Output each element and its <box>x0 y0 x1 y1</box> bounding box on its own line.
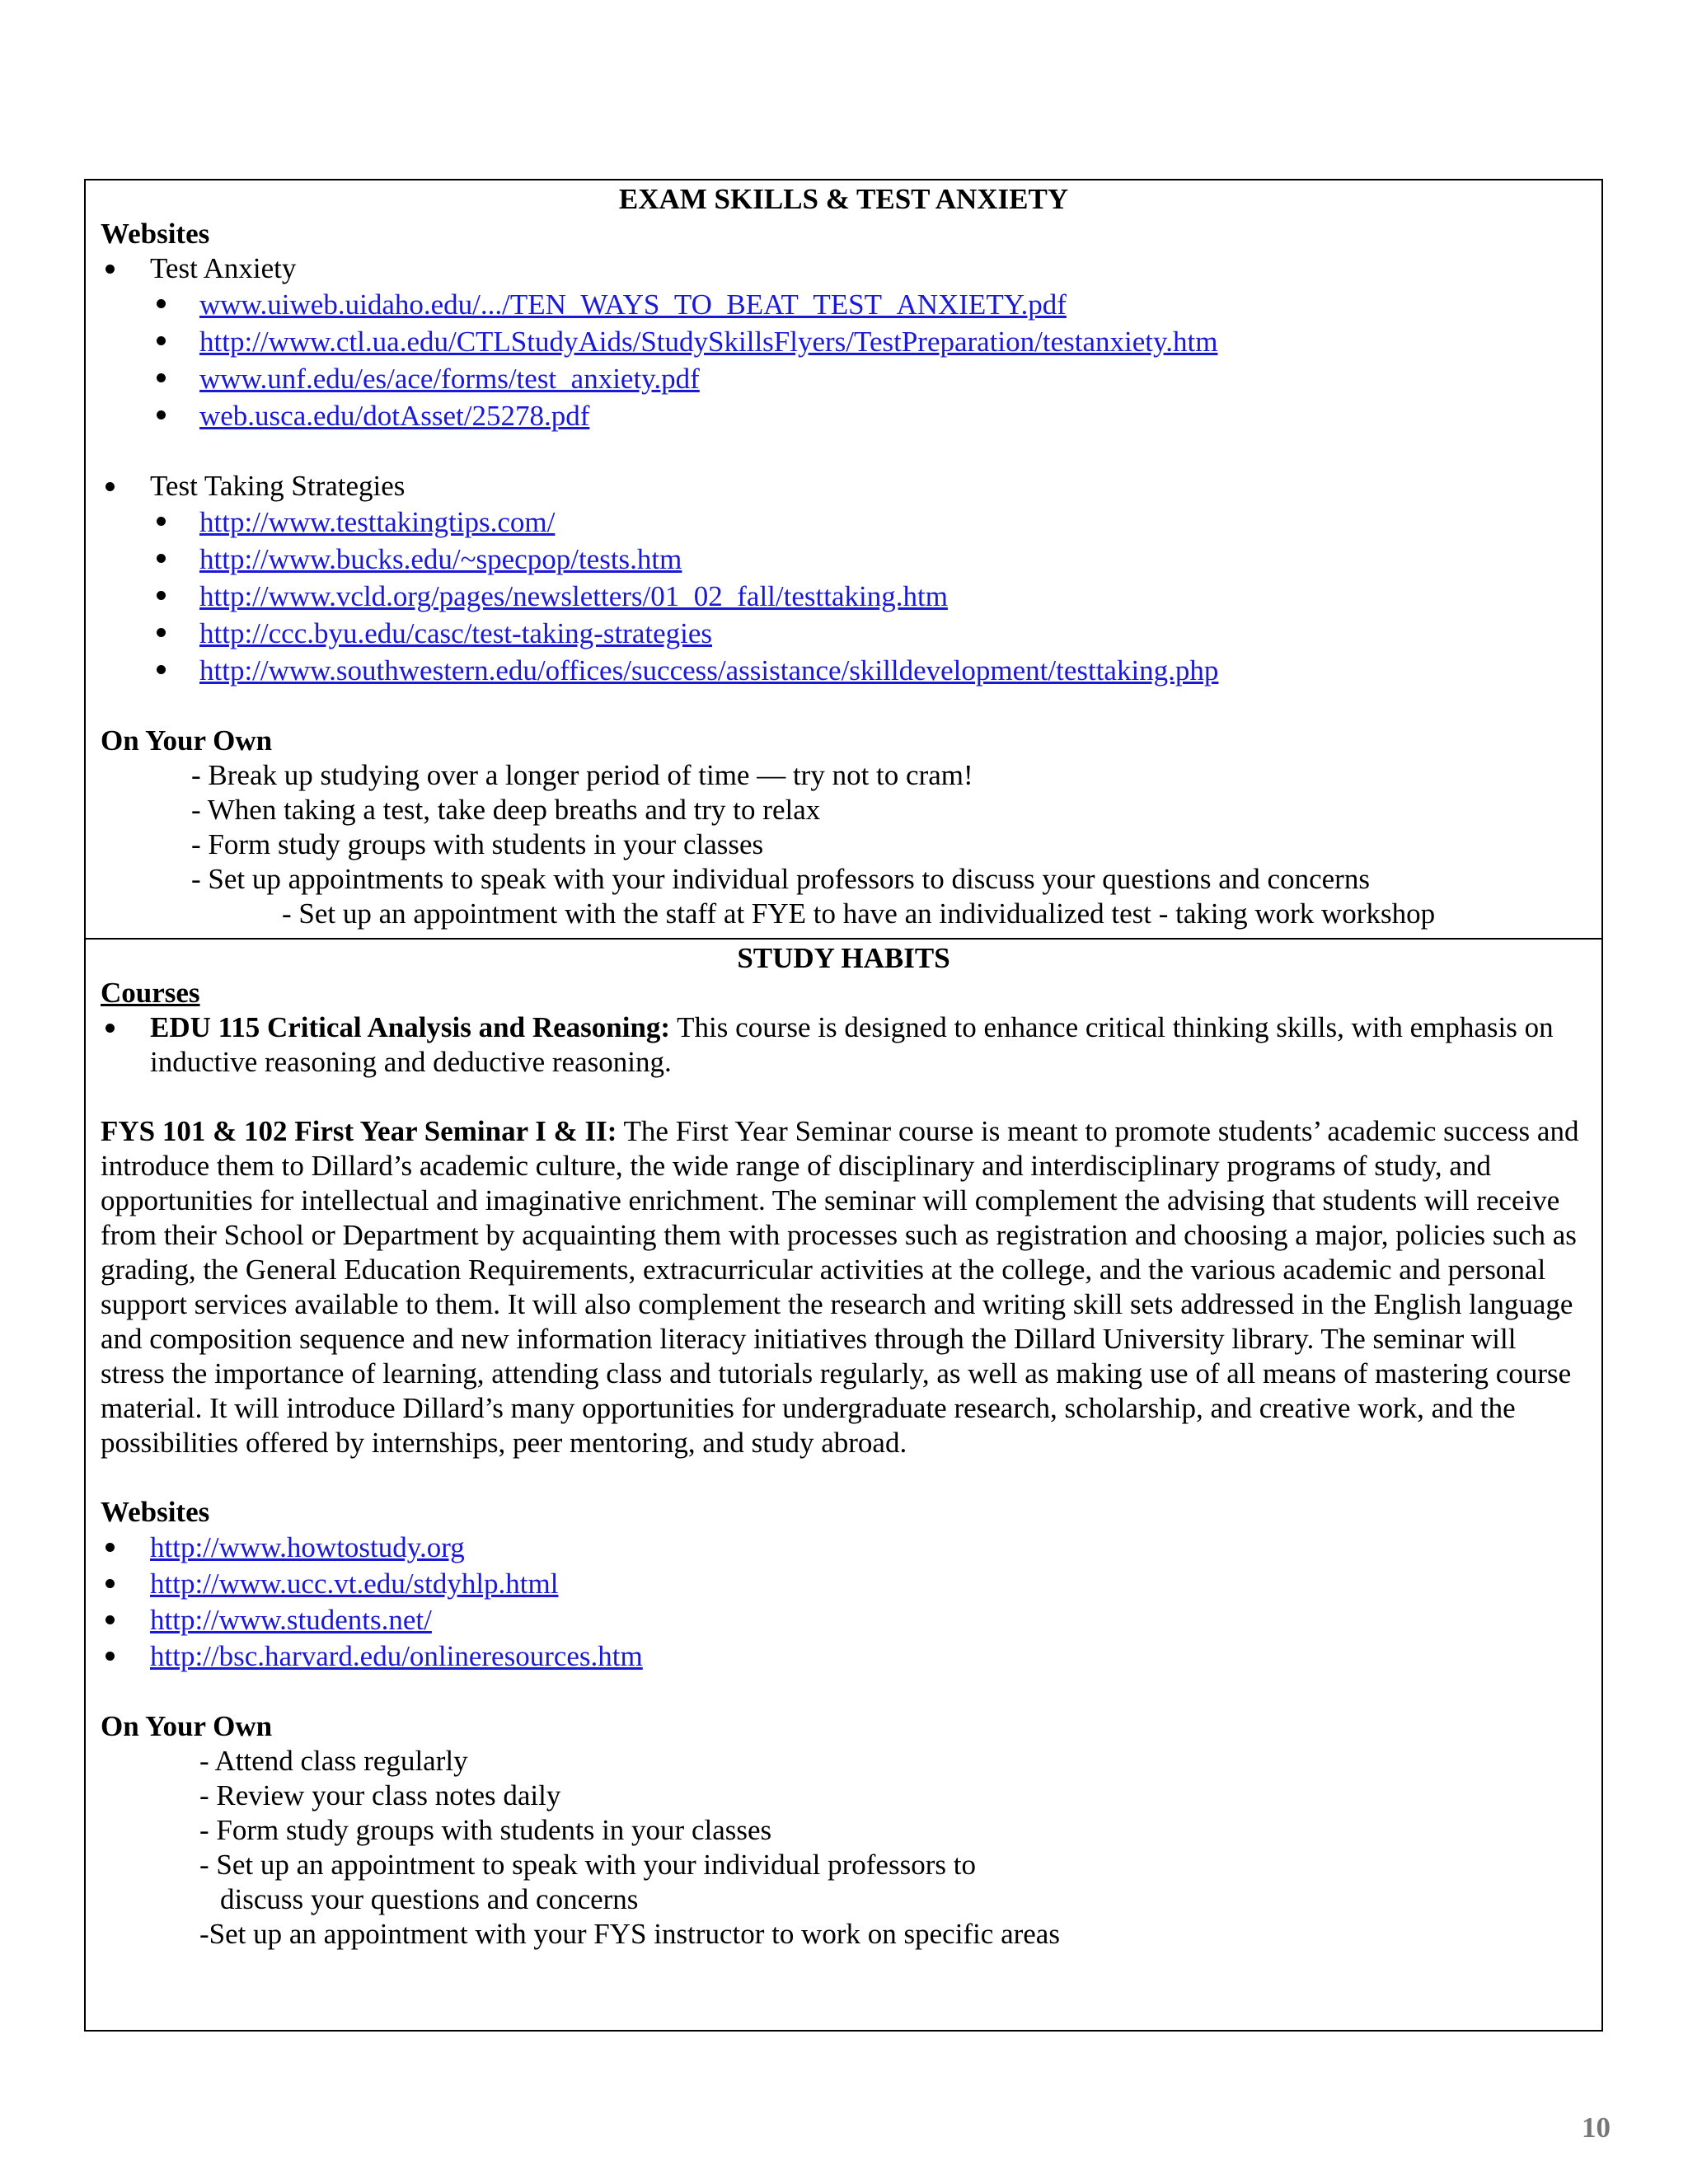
bullet-icon <box>157 299 166 308</box>
tip-item: - Set up an appointment to speak with your individual professors to <box>199 1849 976 1881</box>
website-link[interactable]: http://www.testtakingtips.com/ <box>199 506 556 538</box>
on-your-own-heading: On Your Own <box>101 724 273 757</box>
websites-heading: Websites <box>101 1496 210 1528</box>
spacer <box>101 1080 1587 1114</box>
on-your-own-heading: On Your Own <box>101 1710 273 1742</box>
bullet-icon <box>157 554 166 563</box>
bullet-icon <box>157 628 166 637</box>
tip-item: - Set up appointments to speak with your individual professors to discuss your questions and concerns <box>191 863 1370 895</box>
test-anxiety-label: Test Anxiety <box>150 252 297 284</box>
course-description: The First Year Seminar course is meant to promote students’ academic success and introduce them to Dillard’s academic culture, the wide range of disciplinary and interdisciplinary programs of study, and opportunities for intellectual and imaginative enrichment. The seminar will complement the advising that students will receive from their School or Department by acquainting them with processes such as registration and choosing a major, policies such as grading, the General Education Requirements, extracurricular activities at the college, and the various academic and personal support services available to them. It will also complement the research and writing skill sets addressed in the English language and composition sequence and new information literacy initiatives through the Dillard University library. The seminar will stress the importance of learning, attending class and tutorials regularly, as well as making use of all means of mastering course material. It will introduce Dillard’s many opportunities for undergraduate research, scholarship, and creative work, and the possibilities offered by internships, peer mentoring, and study abroad. <box>101 1115 1579 1459</box>
tip-item: - Review your class notes daily <box>199 1779 561 1811</box>
bullet-icon <box>157 336 166 345</box>
strategies-label: Test Taking Strategies <box>150 470 406 502</box>
websites-heading: Websites <box>101 218 210 250</box>
website-link[interactable]: web.usca.edu/dotAsset/25278.pdf <box>199 400 590 432</box>
bullet-icon <box>106 1579 115 1588</box>
list-item <box>101 251 1587 286</box>
bullet-icon <box>106 482 115 491</box>
spacer <box>101 1675 1587 1709</box>
website-link[interactable]: http://www.students.net/ <box>150 1604 432 1636</box>
list-item <box>101 578 1587 615</box>
bullet-icon <box>157 373 166 382</box>
bullet-icon <box>157 410 166 419</box>
website-link[interactable]: http://www.ctl.ua.edu/CTLStudyAids/StudySkillsFlyers/TestPreparation/testanxiety.htm <box>199 326 1218 358</box>
list-item <box>101 1602 1587 1638</box>
bullet-icon <box>106 265 115 274</box>
website-link[interactable]: http://www.bucks.edu/~specpop/tests.htm <box>199 543 682 575</box>
tip-item: - Attend class regularly <box>199 1745 468 1777</box>
course-item <box>101 1114 1587 1460</box>
website-link[interactable]: www.unf.edu/es/ace/forms/test_anxiety.pdf <box>199 363 700 395</box>
list-item <box>101 1638 1587 1675</box>
section-title: EXAM SKILLS & TEST ANXIETY <box>618 183 1069 215</box>
website-link[interactable]: http://bsc.harvard.edu/onlineresources.htm <box>150 1640 643 1672</box>
tip-item: - Form study groups with students in your classes <box>199 1814 772 1846</box>
website-link[interactable]: http://www.vcld.org/pages/newsletters/01_02_fall/testtaking.htm <box>199 580 948 612</box>
website-link[interactable]: http://ccc.byu.edu/casc/test-taking-strategies <box>199 617 713 649</box>
list-item <box>101 1530 1587 1566</box>
courses-heading: Courses <box>101 977 200 1009</box>
spacer <box>101 1460 1587 1495</box>
spacer <box>101 434 1587 469</box>
tip-item: - Set up an appointment with the staff at FYE to have an individualized test - taking work workshop <box>282 898 1436 930</box>
course-name: EDU 115 Critical Analysis and Reasoning: <box>150 1011 671 1043</box>
tip-item-continuation: discuss your questions and concerns <box>220 1883 639 1915</box>
course-description: This course is designed to enhance critical thinking skills, with emphasis on inductive reasoning and deductive reasoning. <box>150 1011 1554 1078</box>
page-number: 10 <box>1582 2111 1611 2144</box>
list-item <box>101 652 1587 689</box>
website-link[interactable]: http://www.howtostudy.org <box>150 1531 465 1563</box>
list-item <box>101 615 1587 652</box>
tip-item: -Set up an appointment with your FYS instructor to work on specific areas <box>199 1918 1060 1950</box>
bullet-icon <box>106 1615 115 1624</box>
tip-item: - Break up studying over a longer period of time — try not to cram! <box>191 759 973 791</box>
section-title: STUDY HABITS <box>737 942 950 974</box>
list-item <box>101 397 1587 434</box>
list-item <box>101 504 1587 541</box>
course-item <box>101 1010 1587 1080</box>
list-item <box>101 323 1587 360</box>
bullet-icon <box>157 517 166 526</box>
list-item <box>101 469 1587 504</box>
bullet-icon <box>157 665 166 674</box>
tip-item: - Form study groups with students in your classes <box>191 828 764 860</box>
exam-skills-section <box>84 179 1603 940</box>
bullet-icon <box>157 591 166 600</box>
website-link[interactable]: www.uiweb.uidaho.edu/.../TEN_WAYS_TO_BEAT_TEST_ANXIETY.pdf <box>199 288 1067 321</box>
website-link[interactable]: http://www.ucc.vt.edu/stdyhlp.html <box>150 1568 559 1600</box>
bullet-icon <box>106 1652 115 1661</box>
spacer <box>101 689 1587 724</box>
list-item <box>101 360 1587 397</box>
bullet-icon <box>106 1543 115 1552</box>
website-link[interactable]: http://www.southwestern.edu/offices/success/assistance/skilldevelopment/testtaking.php <box>199 654 1219 687</box>
bullet-icon <box>106 1024 115 1033</box>
study-habits-section <box>84 938 1603 2032</box>
course-name: FYS 101 & 102 First Year Seminar I & II: <box>101 1115 617 1147</box>
list-item <box>101 286 1587 323</box>
list-item <box>101 1566 1587 1602</box>
tip-item: - When taking a test, take deep breaths and try to relax <box>191 794 821 826</box>
list-item <box>101 541 1587 578</box>
